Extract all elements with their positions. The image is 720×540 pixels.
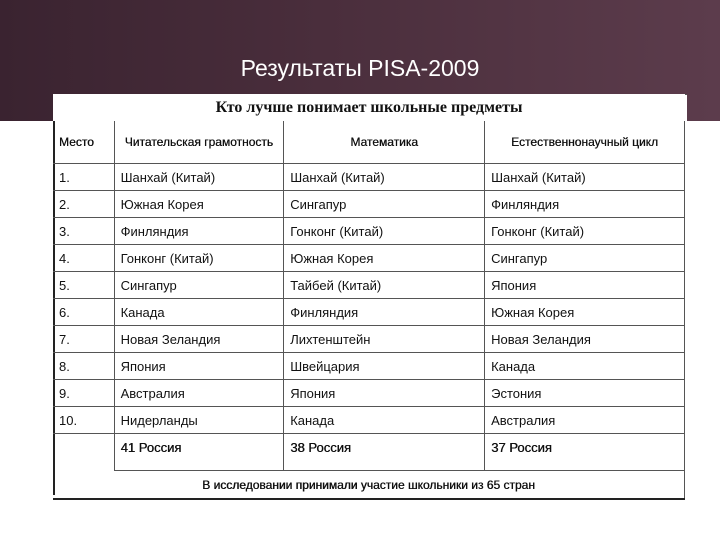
- table-header-row: [53, 121, 685, 164]
- cell-place: 2.: [53, 191, 114, 218]
- cell-math: Япония: [284, 380, 485, 407]
- cell-reading: Новая Зеландия: [114, 326, 284, 353]
- cell-science: Южная Корея: [485, 299, 685, 326]
- cell-math: Гонконг (Китай): [284, 218, 485, 245]
- table-row: [53, 326, 685, 353]
- cell-science: Канада: [485, 353, 685, 380]
- cell-reading: Южная Корея: [114, 191, 284, 218]
- russia-math: 38 Россия: [284, 434, 485, 471]
- table-row: [53, 353, 685, 380]
- cell-math: Сингапур: [284, 191, 485, 218]
- table-subtitle: Кто лучше понимает школьные предметы: [215, 99, 523, 116]
- cell-reading: Гонконг (Китай): [114, 245, 284, 272]
- cell-reading: Финляндия: [114, 218, 284, 245]
- cell-place: 1.: [53, 164, 114, 191]
- cell-math: Канада: [284, 407, 485, 434]
- table-row: [53, 380, 685, 407]
- cell-science: Сингапур: [485, 245, 685, 272]
- cell-math: Швейцария: [284, 353, 485, 380]
- cell-place: 10.: [53, 407, 114, 434]
- footer-note: В исследовании принимали участие школьники из 65 стран: [53, 471, 685, 500]
- cell-science: Япония: [485, 272, 685, 299]
- cell-reading: Австралия: [114, 380, 284, 407]
- cell-reading: Нидерланды: [114, 407, 284, 434]
- cell-math: Тайбей (Китай): [284, 272, 485, 299]
- cell-place: [53, 434, 114, 471]
- cell-math: Лихтенштейн: [284, 326, 485, 353]
- header-science: Естественнонаучный цикл: [485, 121, 685, 164]
- header-reading: Читательская грамотность: [114, 121, 284, 164]
- russia-science: 37 Россия: [485, 434, 685, 471]
- cell-math: Финляндия: [284, 299, 485, 326]
- slide-title: Результаты PISA-2009: [240, 55, 480, 81]
- cell-reading: Канада: [114, 299, 284, 326]
- russia-reading: 41 Россия: [114, 434, 284, 471]
- cell-place: 9.: [53, 380, 114, 407]
- header-math: Математика: [284, 121, 485, 164]
- cell-science: Гонконг (Китай): [485, 218, 685, 245]
- footer-row: [53, 471, 685, 500]
- table-row: [53, 191, 685, 218]
- russia-row: [53, 434, 685, 471]
- cell-science: Шанхай (Китай): [485, 164, 685, 191]
- results-table: [53, 121, 685, 500]
- cell-science: Австралия: [485, 407, 685, 434]
- table-row: [53, 164, 685, 191]
- cell-reading: Шанхай (Китай): [114, 164, 284, 191]
- cell-math: Шанхай (Китай): [284, 164, 485, 191]
- table-row: [53, 272, 685, 299]
- table-row: [53, 245, 685, 272]
- cell-place: 6.: [53, 299, 114, 326]
- cell-place: 4.: [53, 245, 114, 272]
- cell-place: 3.: [53, 218, 114, 245]
- cell-place: 7.: [53, 326, 114, 353]
- cell-science: Финляндия: [485, 191, 685, 218]
- table-row: [53, 299, 685, 326]
- cell-math: Южная Корея: [284, 245, 485, 272]
- cell-place: 5.: [53, 272, 114, 299]
- cell-reading: Сингапур: [114, 272, 284, 299]
- cell-science: Эстония: [485, 380, 685, 407]
- cell-science: Новая Зеландия: [485, 326, 685, 353]
- table-row: [53, 218, 685, 245]
- cell-reading: Япония: [114, 353, 284, 380]
- table-row: [53, 407, 685, 434]
- cell-place: 8.: [53, 353, 114, 380]
- header-place: Место: [53, 121, 114, 164]
